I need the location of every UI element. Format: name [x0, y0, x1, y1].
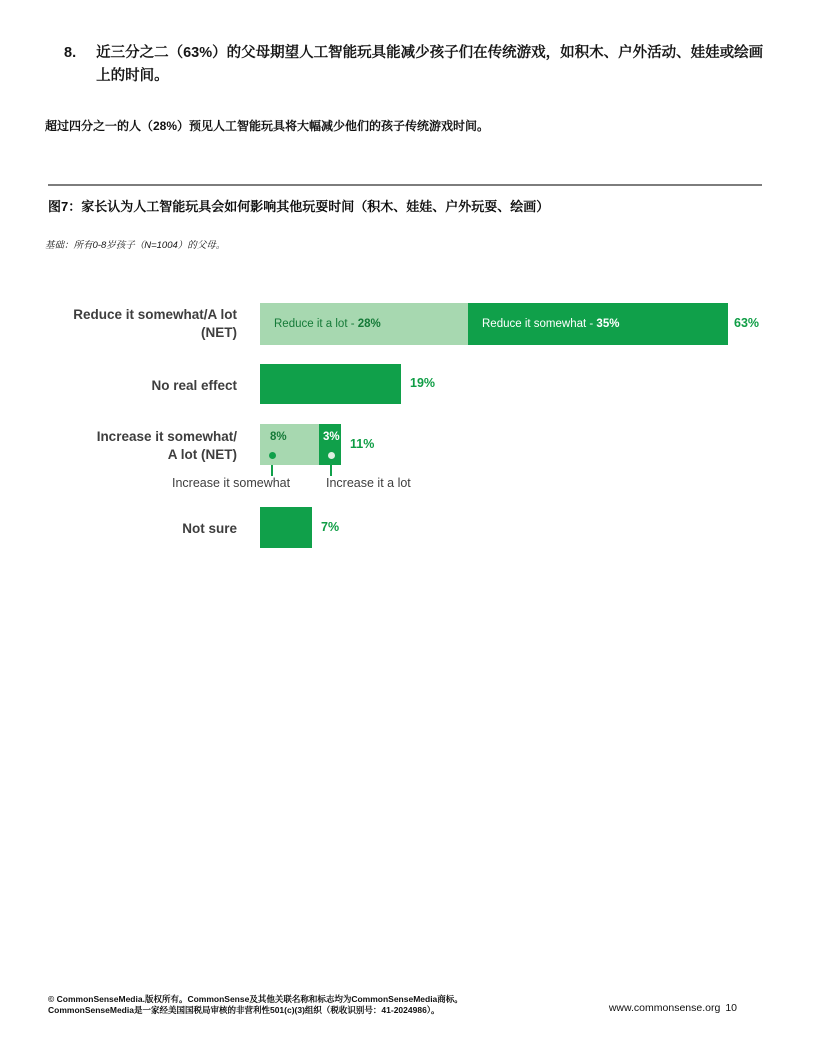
- figure-title: 图7：家长认为人工智能玩具会如何影响其他玩耍时间（积木、娃娃、户外玩耍、绘画）: [48, 199, 550, 214]
- total-no-real-effect: 19%: [410, 376, 436, 390]
- segment-increase-somewhat: 8%: [260, 424, 319, 465]
- row-label-no-real-effect: No real effect: [151, 378, 237, 393]
- callout-line-increase-a-lot: [330, 465, 332, 476]
- footer-legal: [48, 994, 568, 1016]
- segment-increase-a-lot: 3%: [319, 424, 341, 465]
- footer-legal-line1: © CommonSenseMedia.版权所有。CommonSense及其他关联名称和标志均为CommonSenseMedia商标。: [48, 994, 463, 1004]
- segment-not-sure: [260, 507, 312, 548]
- heading-text: 近三分之二（63%）的父母期望人工智能玩具能减少孩子们在传统游戏，如积木、户外活动、娃娃或绘画上的时间。: [96, 45, 764, 84]
- callout-dot-increase-somewhat: [269, 452, 276, 459]
- bar-not-sure: [260, 507, 312, 548]
- row-label-increase-net: Increase it somewhat/ A lot (NET): [96, 429, 237, 462]
- callout-line-increase-somewhat: [271, 465, 273, 476]
- heading-number: 8.: [64, 45, 77, 61]
- row-label-reduce-net: Reduce it somewhat/A lot (NET): [73, 307, 237, 340]
- row-label-not-sure: Not sure: [182, 521, 237, 536]
- footer-pageinfo: [609, 1002, 737, 1014]
- total-reduce-net: 63%: [734, 316, 760, 330]
- section-heading: [64, 42, 772, 88]
- bar-reduce-net: [260, 303, 728, 345]
- footer-url[interactable]: www.commonsense.org: [608, 1002, 721, 1014]
- segment-reduce-somewhat: Reduce it somewhat - 35%: [468, 303, 728, 345]
- figure-base-note: 基础：所有0-8岁孩子（N=1004）的父母。: [45, 240, 226, 251]
- footer-legal-line2: CommonSenseMedia是一家经美国国税局审核的非营利性501(c)(3)组织（税收识别号：41-2024986）。: [48, 1005, 440, 1015]
- segment-reduce-a-lot: Reduce it a lot - 28%: [260, 303, 468, 345]
- bar-no-real-effect: [260, 364, 401, 404]
- segment-no-real-effect: [260, 364, 401, 404]
- intro-paragraph: 超过四分之一的人（28%）预见人工智能玩具将大幅减少他们的孩子传统游戏时间。: [45, 119, 490, 133]
- section-divider: [48, 184, 762, 186]
- page-number: 10: [725, 1002, 737, 1014]
- callout-label-increase-somewhat: Increase it somewhat: [172, 476, 291, 490]
- total-increase-net: 11%: [350, 437, 375, 451]
- callout-label-increase-a-lot: Increase it a lot: [326, 476, 411, 490]
- callout-dot-increase-a-lot: [328, 452, 335, 459]
- total-not-sure: 7%: [321, 520, 340, 534]
